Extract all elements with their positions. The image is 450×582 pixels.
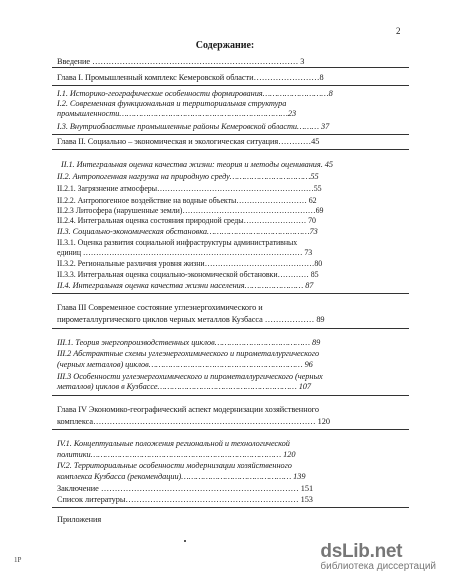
toc-entry-chapter-2[interactable]: Глава II. Социально – экономическая и экологическая ситуация…………45 (57, 137, 320, 146)
page-number: 2 (396, 26, 401, 36)
toc-entry-2-2-1[interactable]: II.2.1. Загрязнение атмосферы……………………………………………………55 (57, 184, 322, 193)
toc-entry-1-2[interactable]: I.2. Современная функциональная и территориальная структура (57, 99, 287, 108)
watermark-subtitle: библиотека диссертаций (320, 561, 436, 572)
toc-entry-conclusion[interactable]: Заключение ……………………………………………………………… 151 (57, 484, 314, 493)
toc-entry-1-1[interactable]: I.1. Историко-географические особенности формирования………………………8 (57, 89, 333, 98)
divider (52, 134, 409, 135)
toc-entry-2-2[interactable]: II.2. Антропогенная нагрузка на природную среду……………………………55 (57, 172, 319, 181)
toc-entry-4-1-cont[interactable]: политики…………………………………………………………………… 120 (57, 450, 296, 459)
margin-mark: 1Р (14, 556, 22, 564)
watermark[interactable] (320, 541, 436, 572)
divider (52, 429, 409, 430)
watermark-logo: dsLib.net (320, 541, 403, 562)
toc-entry-chapter-4-cont[interactable]: комплекса……………………………………………………………………… 120 (57, 417, 330, 426)
scan-speck (184, 540, 186, 542)
toc-entry-chapter-4[interactable]: Глава IV Экономико-географический аспект модернизации хозяйственного (57, 405, 319, 414)
toc-entry-chapter-1[interactable]: Глава I. Промышленный комплекс Кемеровской области……………………8 (57, 73, 324, 82)
toc-entry-3-2-cont[interactable]: (черных металлов) циклов……………………………………………………… 96 (57, 360, 313, 369)
divider (52, 395, 409, 396)
divider (52, 85, 409, 86)
toc-entry-4-2[interactable]: IV.2. Территориальные особенности модернизации хозяйственного (57, 461, 292, 470)
toc-entry-chapter-3-cont[interactable]: пирометаллургического циклов черных металлов Кузбасса ……………… 89 (57, 315, 325, 324)
divider (52, 507, 409, 508)
toc-entry-intro[interactable]: Введение ………………………………………………………………… 3 (57, 57, 305, 66)
toc-entry-2-2-3[interactable]: II.2.3 Литосфера (нарушенные земли)……………………………………………69 (57, 206, 324, 215)
divider (52, 149, 409, 150)
toc-entry-1-3[interactable]: I.3. Внутриобластные промышленные районы Кемеровской области……… 37 (57, 122, 330, 131)
toc-entry-3-1[interactable]: III.1. Теория энергопроизводственных циклов………………………………… 89 (57, 338, 321, 347)
toc-entry-2-3-1-cont[interactable]: единиц ………………………………………………………………………… 73 (57, 248, 313, 257)
toc-entry-2-1[interactable]: II.1. Интегральная оценка качества жизни: теория и методы оценивания. 45 (61, 160, 333, 169)
toc-entry-2-4[interactable]: II.4. Интегральная оценка качества жизни населения…………………… 87 (57, 281, 314, 290)
divider (52, 293, 409, 294)
toc-entry-bibliography[interactable]: Список литературы……………………………………………………… 153 (57, 495, 313, 504)
toc-entry-2-2-4[interactable]: II.2.4. Интегральная оценка состояния природной среды…………………… 70 (57, 216, 316, 225)
toc-entry-4-1[interactable]: IV.1. Концептуальные положения региональной и технологической (57, 439, 290, 448)
toc-entry-2-3-1[interactable]: II.3.1. Оценка развития социальной инфраструктуры административных (57, 238, 298, 247)
toc-entry-2-3[interactable]: II.3. Социально-экономическая обстановка……………………………………73 (57, 227, 318, 236)
toc-entry-2-3-2[interactable]: II.3.2. Региональные различия уровня жизни……………………………………80 (57, 259, 323, 268)
toc-entry-chapter-3[interactable]: Глава III Современное состояние углеэнергохимического и (57, 303, 263, 312)
toc-entry-4-2-cont[interactable]: комплекса Кузбасса (рекомендации)……………………………………… 139 (57, 472, 306, 481)
toc-entry-3-3-cont[interactable]: металлов) циклов в Кузбассе………………………………………………… 107 (57, 382, 312, 391)
toc-entry-3-3[interactable]: III.3 Особенности углеэнергохимического и пирометаллургического (черных (57, 372, 323, 381)
toc-entry-appendices[interactable]: Приложения (57, 515, 102, 524)
toc-entry-1-2-cont[interactable]: промышленности……………………………………………………………23 (57, 109, 297, 118)
toc-entry-3-2[interactable]: III.2 Абстрактные схемы углеэнергохимического и пирометаллургического (57, 349, 320, 358)
divider (52, 67, 409, 68)
toc-heading: Содержание: (195, 40, 255, 51)
divider (52, 328, 409, 329)
toc-entry-2-3-3[interactable]: II.3.3. Интегральная оценка социально-экономической обстановки………… 85 (57, 270, 319, 279)
toc-entry-2-2-2[interactable]: II.2.2. Антропогенное воздействие на водные объекты……………………… 62 (57, 196, 317, 205)
